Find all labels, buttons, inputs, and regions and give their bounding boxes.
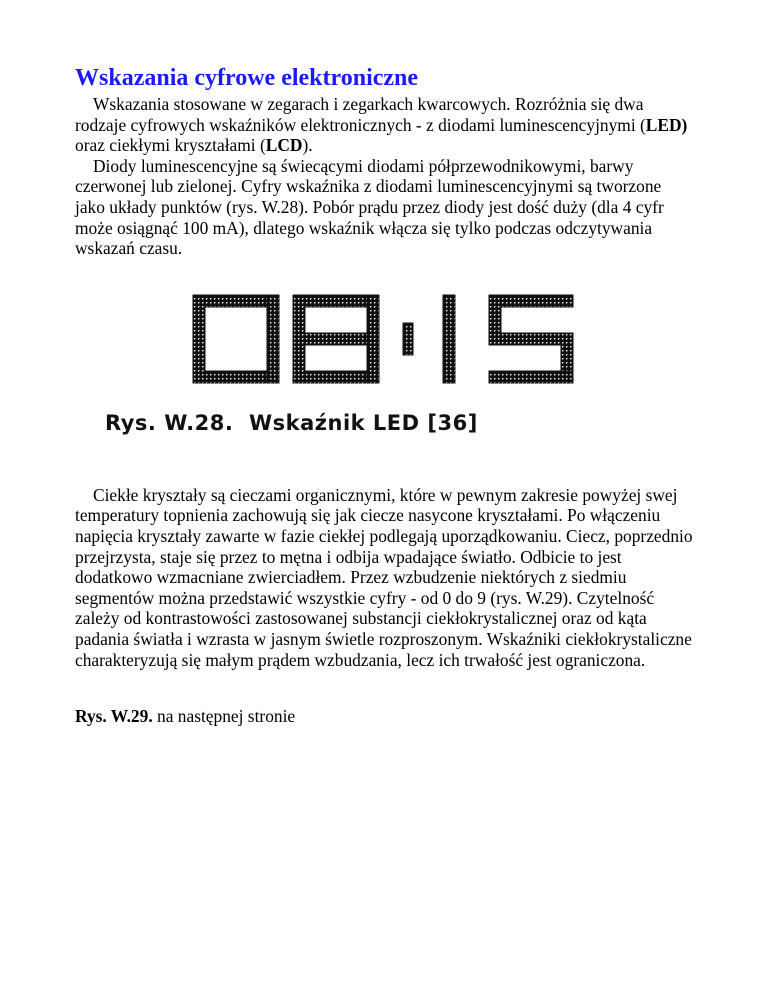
- led-digit-0: [193, 295, 279, 383]
- figure-caption-text: Wskaźnik LED [36]: [248, 410, 478, 435]
- figure-caption-label: Rys. W.28.: [105, 410, 234, 435]
- figure-caption: [105, 411, 478, 435]
- reference-text: na następnej stronie: [152, 706, 296, 727]
- reference-label: Rys. W.29.: [75, 706, 153, 727]
- led-abbrev: LED): [645, 114, 688, 135]
- paragraph-lcd: Ciekłe kryształy są cieczami organicznymi, które w pewnym zakresie powyżej swej temperatury topnienia zachowują się jak ciecze nasycone kryształami. Po włączeniu napięcia kryształy zawarte w fazie ciekłej podlegają uporządkowaniu. Ciecz, poprzednio przejrzysta, staje się przez to mętna i odbija wpadające światło. Odbicie to jest dodatkowo wzmacniane zwierciadłem. Przez wzbudzenie niektórych z siedmiu segmentów można przedstawić wszystkie cyfry - od 0 do 9 (rys. W.29). Czytelność zależy od kontrastowości zastosowanej substancji ciekłokrystalicznej oraz od kąta padania światła i wzrasta w jasnym świetle rozproszonym. Wskaźniki ciekłokrystaliczne charakteryzują się małym prądem wzbudzania, lecz ich trwałość jest ograniczona.: [75, 484, 693, 670]
- paragraph-intro: [75, 94, 695, 156]
- page-title: Wskazania cyfrowe elektroniczne: [75, 65, 419, 91]
- led-digit-1: [443, 295, 455, 383]
- document-page: [75, 64, 695, 727]
- led-display-image: [97, 289, 617, 409]
- paragraph-led: Diody luminescencyjne są świecącymi diodami półprzewodnikowymi, barwy czerwonej lub zielonej. Cyfry wskaźnika z diodami luminescencyjnymi są tworzone jako układy punktów (rys. W.28). Pobór prądu przez diody jest dość duży (dla 4 cyfr może osiągnąć 100 mA), dlatego wskaźnik włącza się tylko podczas odczytywania wskazań czasu.: [75, 155, 664, 259]
- intro-text-b: oraz ciekłymi kryształami (: [75, 135, 266, 156]
- lcd-abbrev: LCD: [265, 135, 303, 156]
- led-colon: [403, 323, 413, 355]
- led-figure: [97, 289, 617, 461]
- next-page-reference: [75, 706, 695, 727]
- intro-text-c: ).: [302, 135, 313, 156]
- intro-text-a: Wskazania stosowane w zegarach i zegarkach kwarcowych. Rozróżnia się dwa rodzaje cyfrowych wskaźników elektronicznych - z diodami luminescencyjnymi (: [75, 94, 646, 135]
- led-digit-5: [489, 295, 573, 383]
- led-digit-8: [293, 295, 379, 383]
